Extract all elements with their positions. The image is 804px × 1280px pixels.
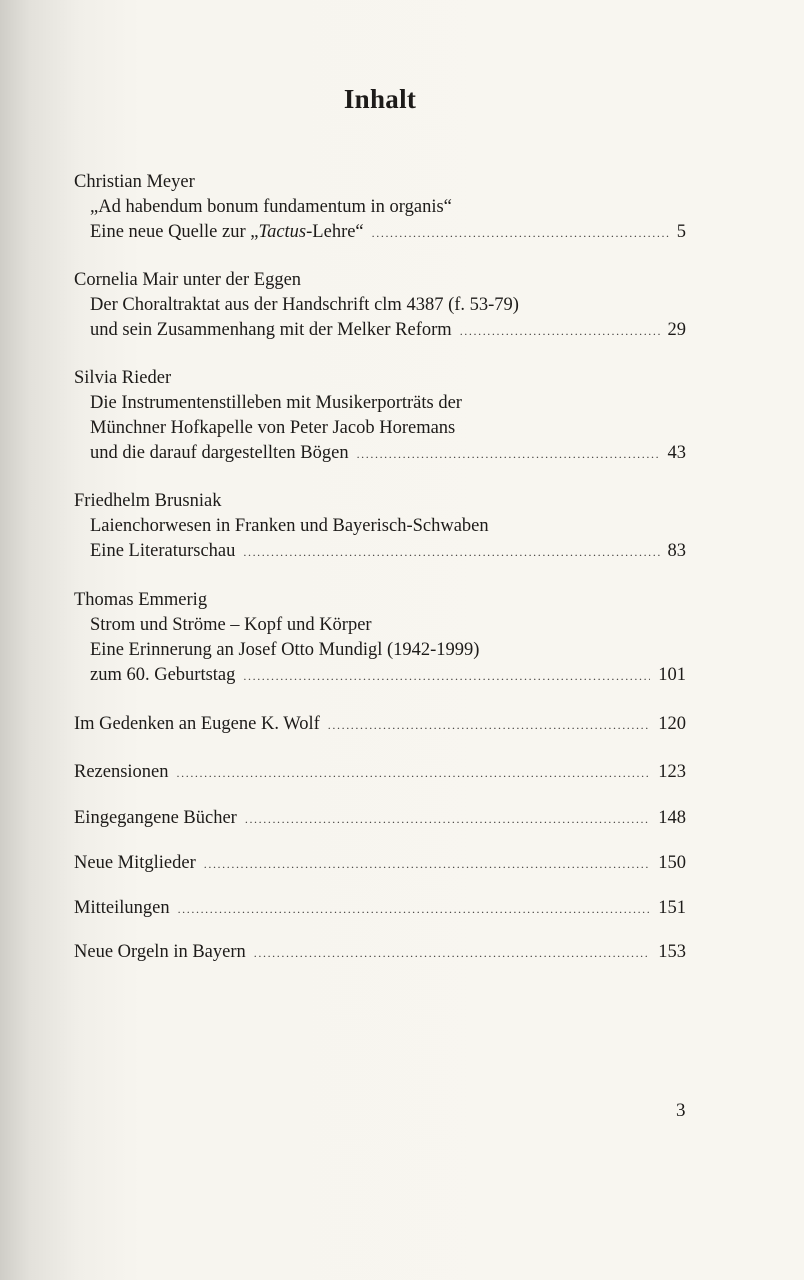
- toc-title-line: und die darauf dargestellten Bögen: [90, 443, 349, 463]
- toc-page-number: 5: [676, 222, 686, 242]
- toc-entry: [90, 220, 686, 245]
- toc-section-label: Rezensionen: [74, 762, 169, 782]
- toc-title-line: zum 60. Geburtstag: [90, 665, 236, 685]
- page-title: Inhalt: [343, 84, 417, 114]
- toc-entry: [90, 663, 686, 688]
- toc-title-line: Der Choraltraktat aus der Handschrift clm 4387 (f. 53-79): [90, 295, 519, 315]
- toc-title-line: Eine Erinnerung an Josef Otto Mundigl (1942-1999): [90, 640, 480, 660]
- toc-author: Cornelia Mair unter der Eggen: [74, 270, 302, 290]
- toc-entry: [90, 539, 686, 564]
- toc-page-number: 151: [658, 898, 686, 918]
- toc-title-line: Eine Literaturschau: [90, 541, 236, 561]
- toc-page-number: 120: [658, 714, 686, 734]
- dot-leader: [254, 941, 650, 965]
- toc-author: Thomas Emmerig: [74, 590, 208, 610]
- toc-page-number: 83: [667, 541, 686, 561]
- toc-entry: [90, 318, 686, 343]
- toc-section: [74, 806, 686, 831]
- toc-title-line: Eine neue Quelle zur „Tactus-Lehre“: [90, 222, 364, 242]
- page-number: 3: [676, 1100, 686, 1121]
- dot-leader: [460, 319, 660, 343]
- toc-section: [74, 896, 686, 921]
- dot-leader: [243, 664, 650, 688]
- dot-leader: [243, 540, 659, 564]
- toc-title-line: Die Instrumentenstilleben mit Musikerporträts der: [90, 393, 462, 413]
- toc-section: [74, 940, 686, 965]
- dot-leader: [328, 713, 650, 737]
- toc-page-number: 153: [658, 942, 686, 962]
- toc-page-number: 148: [658, 808, 686, 828]
- toc-page-number: 29: [667, 320, 686, 340]
- toc-section-label: Neue Mitglieder: [74, 853, 196, 873]
- toc-section-label: Neue Orgeln in Bayern: [74, 942, 246, 962]
- toc-title-line: Laienchorwesen in Franken und Bayerisch-Schwaben: [90, 516, 489, 536]
- toc-section: [74, 851, 686, 876]
- dot-leader: [204, 852, 651, 876]
- toc-title-line: Strom und Ströme – Kopf und Körper: [90, 615, 372, 635]
- toc-author: Friedhelm Brusniak: [74, 491, 222, 511]
- toc-page-number: 123: [658, 762, 686, 782]
- dot-leader: [372, 221, 669, 245]
- toc-section-label: Mitteilungen: [74, 898, 170, 918]
- dot-leader: [357, 442, 660, 466]
- toc-page-number: 101: [658, 665, 686, 685]
- toc-title-line: Münchner Hofkapelle von Peter Jacob Horemans: [90, 418, 456, 438]
- dot-leader: [178, 897, 651, 921]
- toc-author: Christian Meyer: [74, 172, 195, 192]
- dot-leader: [177, 761, 651, 785]
- toc-author: Silvia Rieder: [74, 368, 172, 388]
- toc-section: [74, 760, 686, 785]
- toc-section: [74, 712, 686, 737]
- dot-leader: [245, 807, 650, 831]
- toc-page-number: 150: [658, 853, 686, 873]
- toc-title-line: und sein Zusammenhang mit der Melker Reform: [90, 320, 452, 340]
- toc-section-label: Eingegangene Bücher: [74, 808, 237, 828]
- toc-section-label: Im Gedenken an Eugene K. Wolf: [74, 714, 320, 734]
- toc-page-number: 43: [667, 443, 686, 463]
- toc-title-line: „Ad habendum bonum fundamentum in organis“: [90, 197, 452, 217]
- toc-entry: [90, 441, 686, 466]
